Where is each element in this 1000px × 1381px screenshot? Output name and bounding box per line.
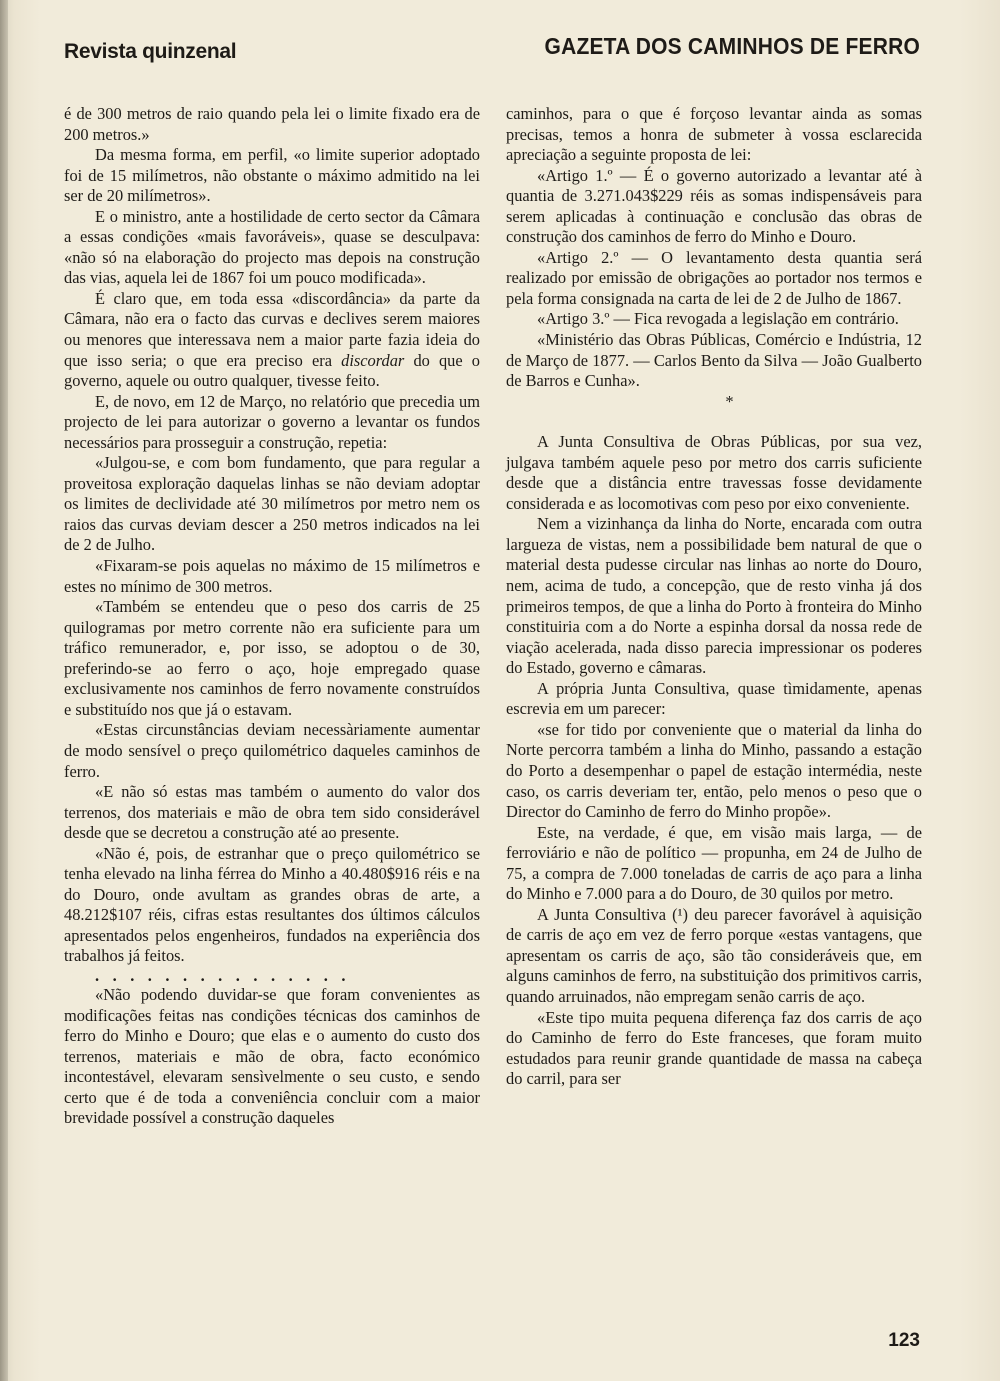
running-header-right: GAZETA DOS CAMINHOS DE FERRO — [544, 34, 920, 60]
section-separator-asterisk: * — [725, 391, 734, 411]
text-run: do que o governo, aquele ou outro qualquer, tivesse feito. — [64, 350, 481, 391]
paragraph: «Artigo 3.º — Fica revogada a legislação em contrário. — [537, 309, 899, 329]
paragraph: «Julgou-se, e com bom fundamento, que para regular a proveitosa exploração daquelas linhas se não deviam adoptar os limites de declividade até 30 milímetros por metro nem os raios das curvas deviam descer a 250 metros indicados na lei de 2 de Julho. — [64, 453, 480, 555]
paragraph: E o ministro, ante a hostilidade de certo sector da Câmara a essas condições «mais favoráveis», quase se desculpava: «não só na elaboração do projecto mas depois na construção das vias, aquela lei de 1867 foi um pouco modificada». — [64, 206, 480, 288]
paragraph: «Também se entendeu que o peso dos carris de 25 quilogramas por metro corrente não era suficiente para um tráfico remunerador, e, por isso, se adoptou o de 30, preferindo-se ao ferro o aço, hoje empregado quase exclusivamente nos caminhos de ferro novamente construídos e substituído nos que já o estavam. — [64, 597, 480, 719]
paragraph: caminhos, para o que é forçoso levantar ainda as somas precisas, temos a honra de submeter à vossa esclarecida apreciação a seguinte proposta de lei: — [506, 104, 922, 165]
paragraph: A Junta Consultiva (¹) deu parecer favorável à aquisição de carris de aço em vez de ferro porque «estas vantagens, que apresentam os carris de aço, são tão consideráveis que, em alguns caminhos de ferro, na substituição dos primitivos carris, quando arruinados, não empregam senão carris de aço. — [506, 904, 922, 1006]
paragraph: «Artigo 2.º — O levantamento desta quantia será realizado por emissão de obrigações ao portador nos termos e pela forma consignada na carta de lei de 2 de Julho de 1867. — [506, 247, 922, 308]
binding-spine — [0, 0, 8, 1381]
paragraph: «Estas circunstâncias deviam necessàriamente aumentar de modo sensível o preço quilométrico daqueles caminhos de ferro. — [64, 720, 480, 781]
paragraph: «se for tido por conveniente que o material da linha do Norte percorra também a linha do Minho, passando a estação do Porto a desempenhar o papel de estação intermédia, neste caso, os carris deveriam ter, então, pelo menos o peso que o Director do Caminho de ferro do Minho propõe». — [506, 719, 922, 822]
paragraph: A própria Junta Consultiva, quase tìmidamente, apenas escrevia em um parecer: — [506, 678, 922, 719]
paragraph: Este, na verdade, é que, em visão mais larga, — de ferroviário e não de político — propunha, em 24 de Julho de 75, a compra de 7.000 toneladas de carris de aço para a linha do Minho e 7.000 para a do Douro, de 30 quilos por metro. — [506, 822, 922, 904]
paragraph: «Não podendo duvidar-se que foram convenientes as modificações feitas nas condições técnicas dos caminhos de ferro do Minho e Douro; que elas e o aumento do custo dos terrenos, materiais e mão de obra, facto económico incontestável, elevaram sensìvelmente o seu custo, e sendo certo que é de toda a conveniência concluir com a maior brevidade possível a construção daqueles — [64, 984, 480, 1128]
paragraph: A Junta Consultiva de Obras Públicas, por sua vez, julgava também aquele peso por metro dos carris suficiente desde que a distância entre travessas fosse devidamente considerada e as locomotivas com peso por eixo conveniente. — [506, 432, 922, 513]
right-column — [506, 104, 922, 1090]
paragraph: «E não só estas mas também o aumento do valor dos terrenos, dos materiais e mão de obra tem sido considerável desde que se decretou a construção até ao presente. — [64, 782, 480, 843]
ellipsis-dots: ............... — [95, 966, 359, 985]
left-column — [64, 104, 480, 1129]
paragraph: «Artigo 1.º — É o governo autorizado a levantar até à quantia de 3.271.043$229 réis as somas indispensáveis para serem aplicadas à continuação e conclusão das obras de construção dos caminhos de ferro do Minho e Douro. — [506, 165, 922, 247]
paragraph: «Fixaram-se pois aquelas no máximo de 15 milímetros e estes no mínimo de 300 metros. — [64, 556, 480, 596]
text-run: É claro que, em toda essa «discordância» da parte da Câmara, não era o facto das curvas e declives serem maiores ou menores que interessava nem a maior parte fazia ideia do que isso seria; o que era preciso era — [64, 288, 480, 370]
paragraph: «Ministério das Obras Públicas, Comércio e Indústria, 12 de Março de 1877. — Carlos Bento da Silva — João Gualberto de Barros e Cunha». — [506, 330, 922, 391]
page-number: 123 — [888, 1330, 920, 1351]
paragraph: Da mesma forma, em perfil, «o limite superior adoptado foi de 15 milímetros, não obstante o máximo admitido na lei ser de 20 milímetros». — [64, 145, 480, 206]
paragraph: «Não é, pois, de estranhar que o preço quilométrico se tenha elevado na linha férrea do Minho a 40.480$916 réis e na do Douro, onde avultam as grandes obras de arte, a 48.212$107 réis, cifras estas resultantes dos últimos cálculos apresentados pelos engenheiros, fundados na experiência dos trabalhos já feitos. — [64, 843, 480, 966]
running-header-left: Revista quinzenal — [64, 40, 237, 63]
paragraph: E, de novo, em 12 de Março, no relatório que precedia um projecto de lei para autorizar o governo a levantar os fundos necessários para prosseguir a construção, repetia: — [64, 391, 480, 452]
paragraph: «Este tipo muita pequena diferença faz dos carris de aço do Caminho de ferro do Este franceses, que foram muito estudados para reunir grande quantidade de massa na cabeça do carril, para ser — [506, 1007, 922, 1089]
paragraph — [64, 289, 480, 392]
paragraph: é de 300 metros de raio quando pela lei o limite fixado era de 200 metros.» — [64, 104, 480, 144]
emphasis: discordar — [341, 350, 405, 370]
paragraph: Nem a vizinhança da linha do Norte, encarada com outra largueza de vistas, nem a possibilidade bem natural de que o material desta pudesse circular nas linhas ao norte do Douro, nem, acima de tudo, a concepção, que de resto vinha já dos primeiros tempos, de que a linha do Porto à fronteira do Minho constituiria com a do Norte a espinha dorsal da nossa rede de viação acelerada, nada disso parecia impressionar os poderes do Estado, governo e câmaras. — [506, 514, 922, 678]
